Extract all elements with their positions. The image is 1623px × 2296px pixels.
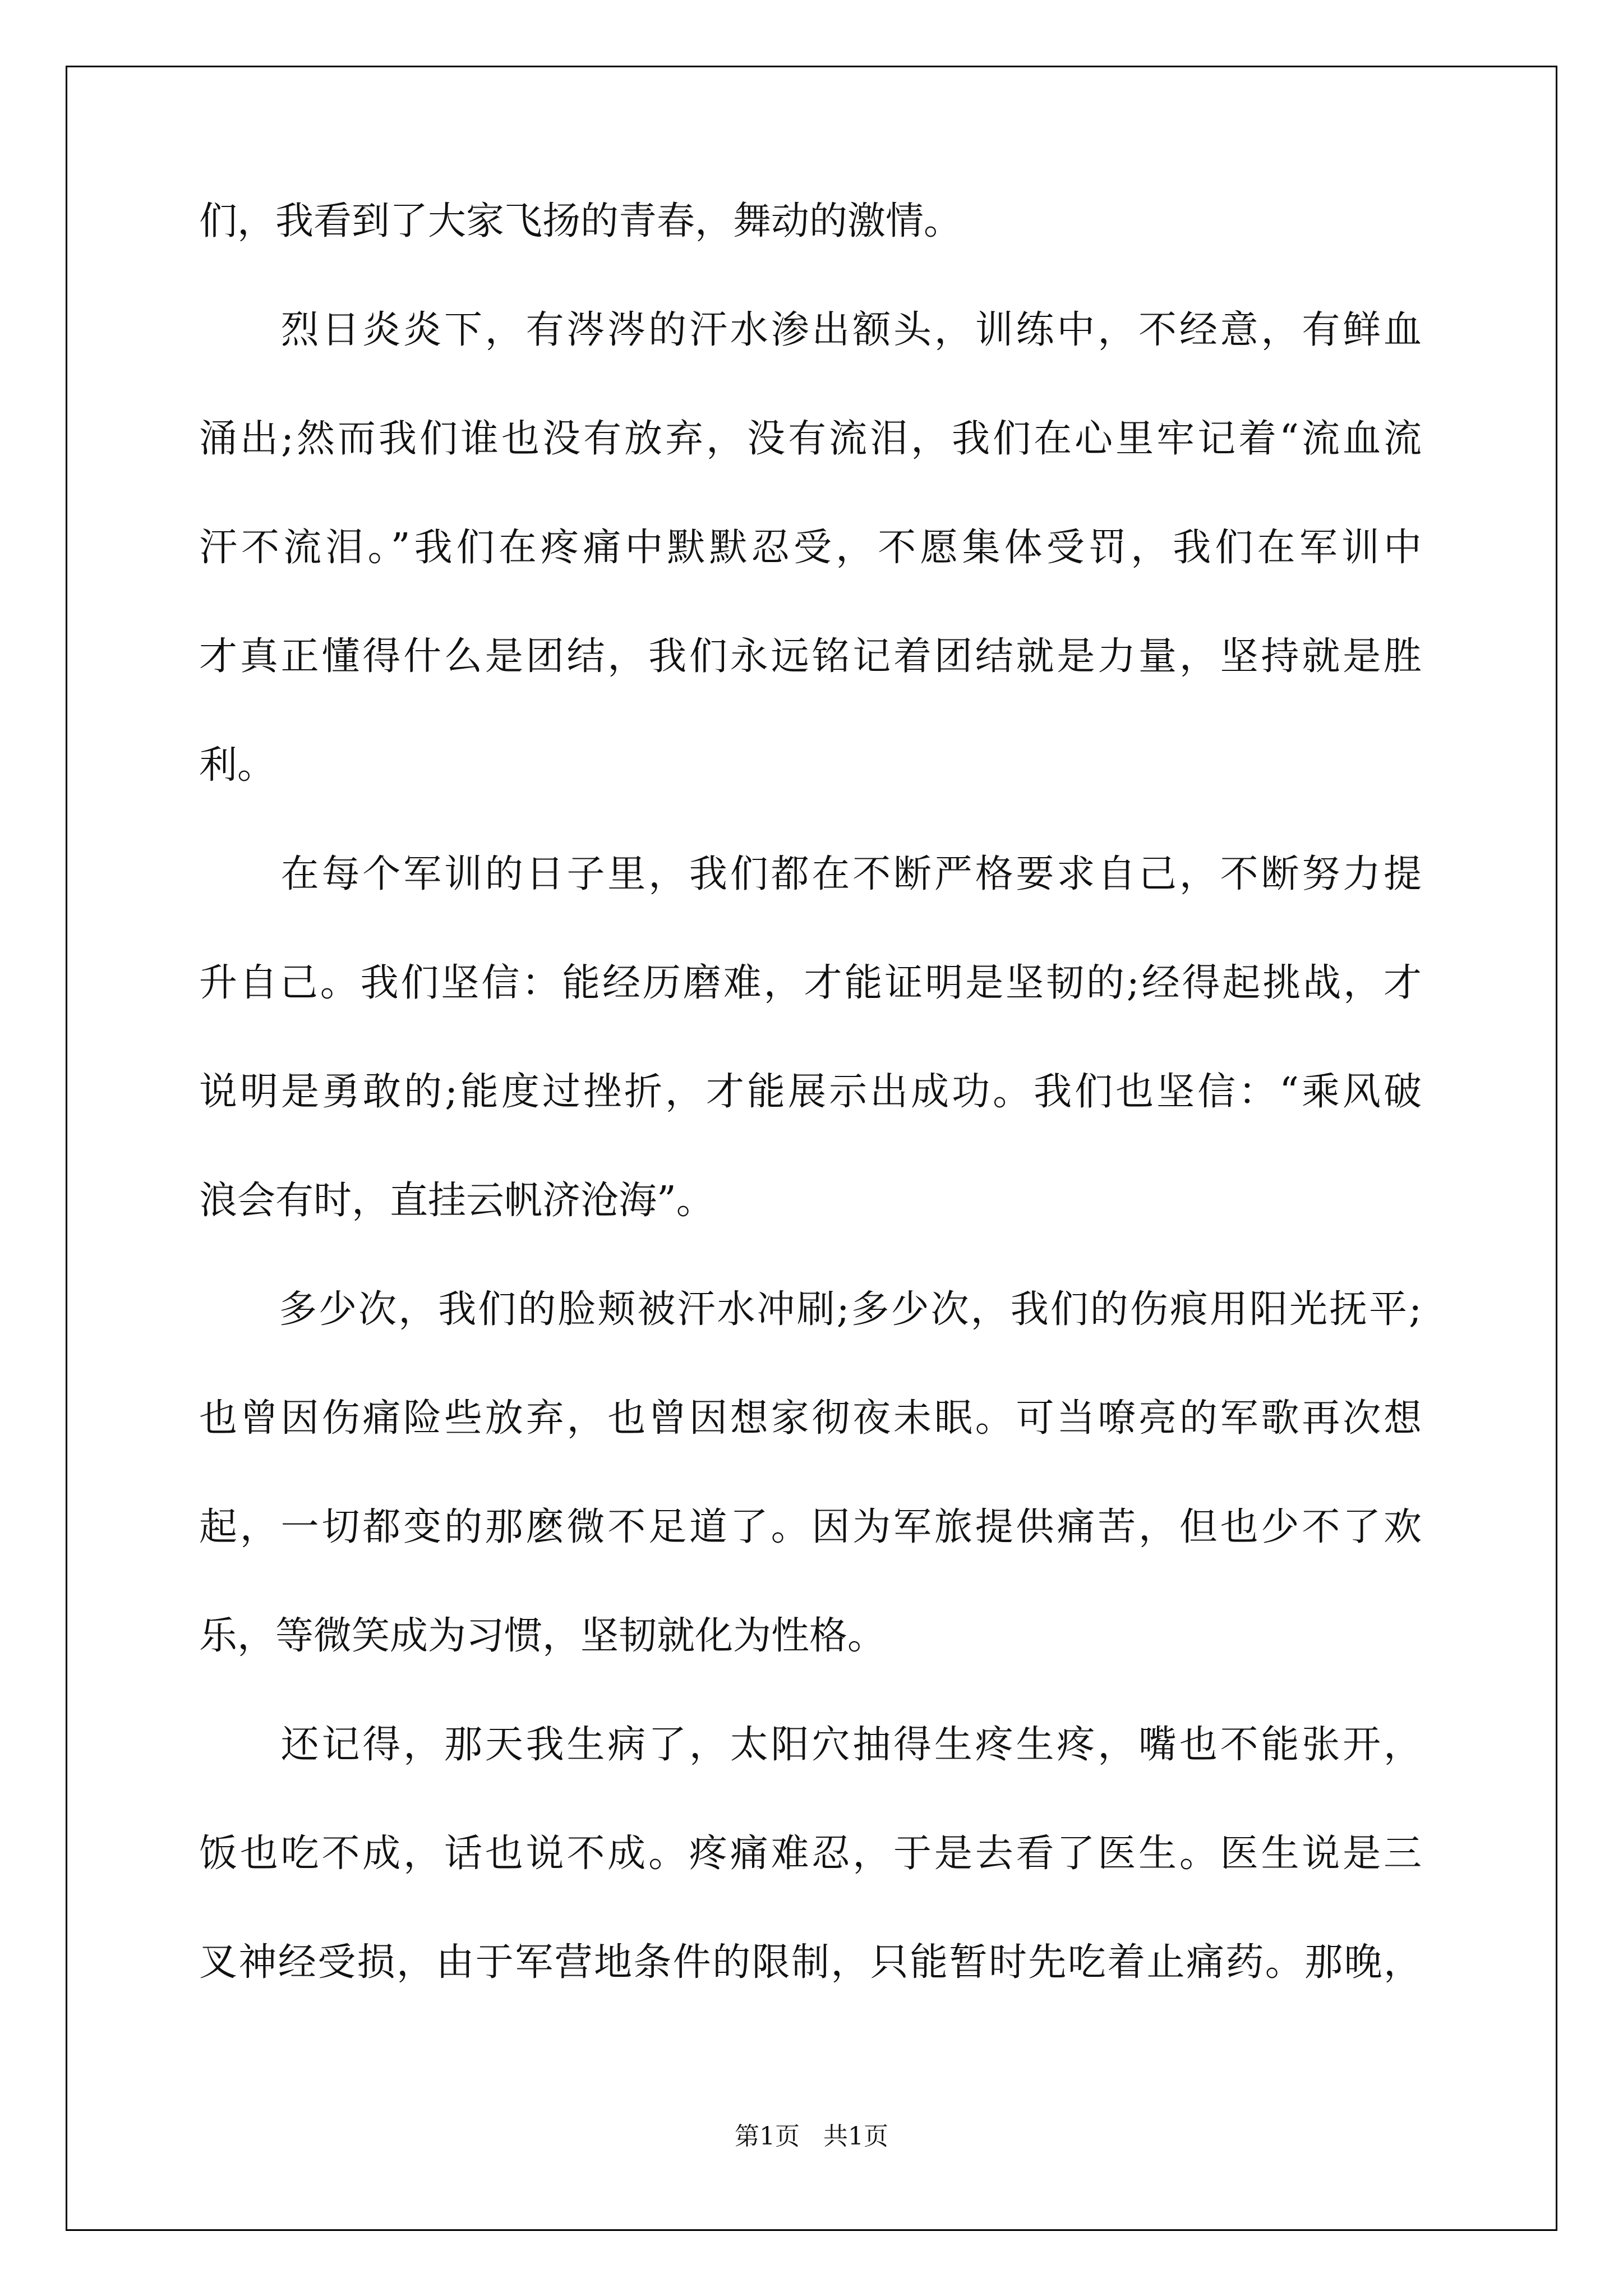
text-line: 烈日炎炎下，有涔涔的汗水渗出额头，训练中，不经意，有鲜血 [199,308,1422,352]
text-line: 才真正懂得什么是团结，我们永远铭记着团结就是力量，坚持就是胜 [199,634,1422,679]
text-line: 多少次，我们的脸颊被汗水冲刷;多少次，我们的伤痕用阳光抚平; [199,1287,1422,1332]
text-line: 饭也吃不成，话也说不成。疼痛难忍，于是去看了医生。医生说是三 [199,1832,1422,1876]
text-line: 升自己。我们坚信：能经历磨难，才能证明是坚韧的;经得起挑战，才 [199,961,1422,1005]
text-line: 也曾因伤痛险些放弃，也曾因想家彻夜未眠。可当嘹亮的军歌再次想 [199,1396,1422,1441]
text-line: 乐，等微笑成为习惯，坚韧就化为性格。 [199,1614,886,1658]
text-line: 在每个军训的日子里，我们都在不断严格要求自己，不断努力提 [199,852,1422,896]
text-line: 还记得，那天我生病了，太阳穴抽得生疼生疼，嘴也不能张开， [199,1723,1422,1767]
text-line: 起，一切都变的那麽微不足道了。因为军旅提供痛苦，但也少不了欢 [199,1505,1422,1549]
text-line: 涌出;然而我们谁也没有放弃，没有流泪，我们在心里牢记着“流血流 [199,417,1422,461]
page-border [66,66,1557,2231]
text-line: 浪会有时，直挂云帆济沧海”。 [199,1179,714,1223]
page-number-footer: 第1页 共1页 [735,2122,888,2151]
text-line: 们，我看到了大家飞扬的青春，舞动的激情。 [199,199,962,243]
text-line: 汗不流泪。”我们在疼痛中默默忍受，不愿集体受罚，我们在军训中 [199,526,1422,570]
text-line: 说明是勇敢的;能度过挫折，才能展示出成功。我们也坚信：“乘风破 [199,1070,1422,1114]
text-line: 叉神经受损，由于军营地条件的限制，只能暂时先吃着止痛药。那晚， [199,1940,1422,1985]
text-line: 利。 [199,743,276,788]
